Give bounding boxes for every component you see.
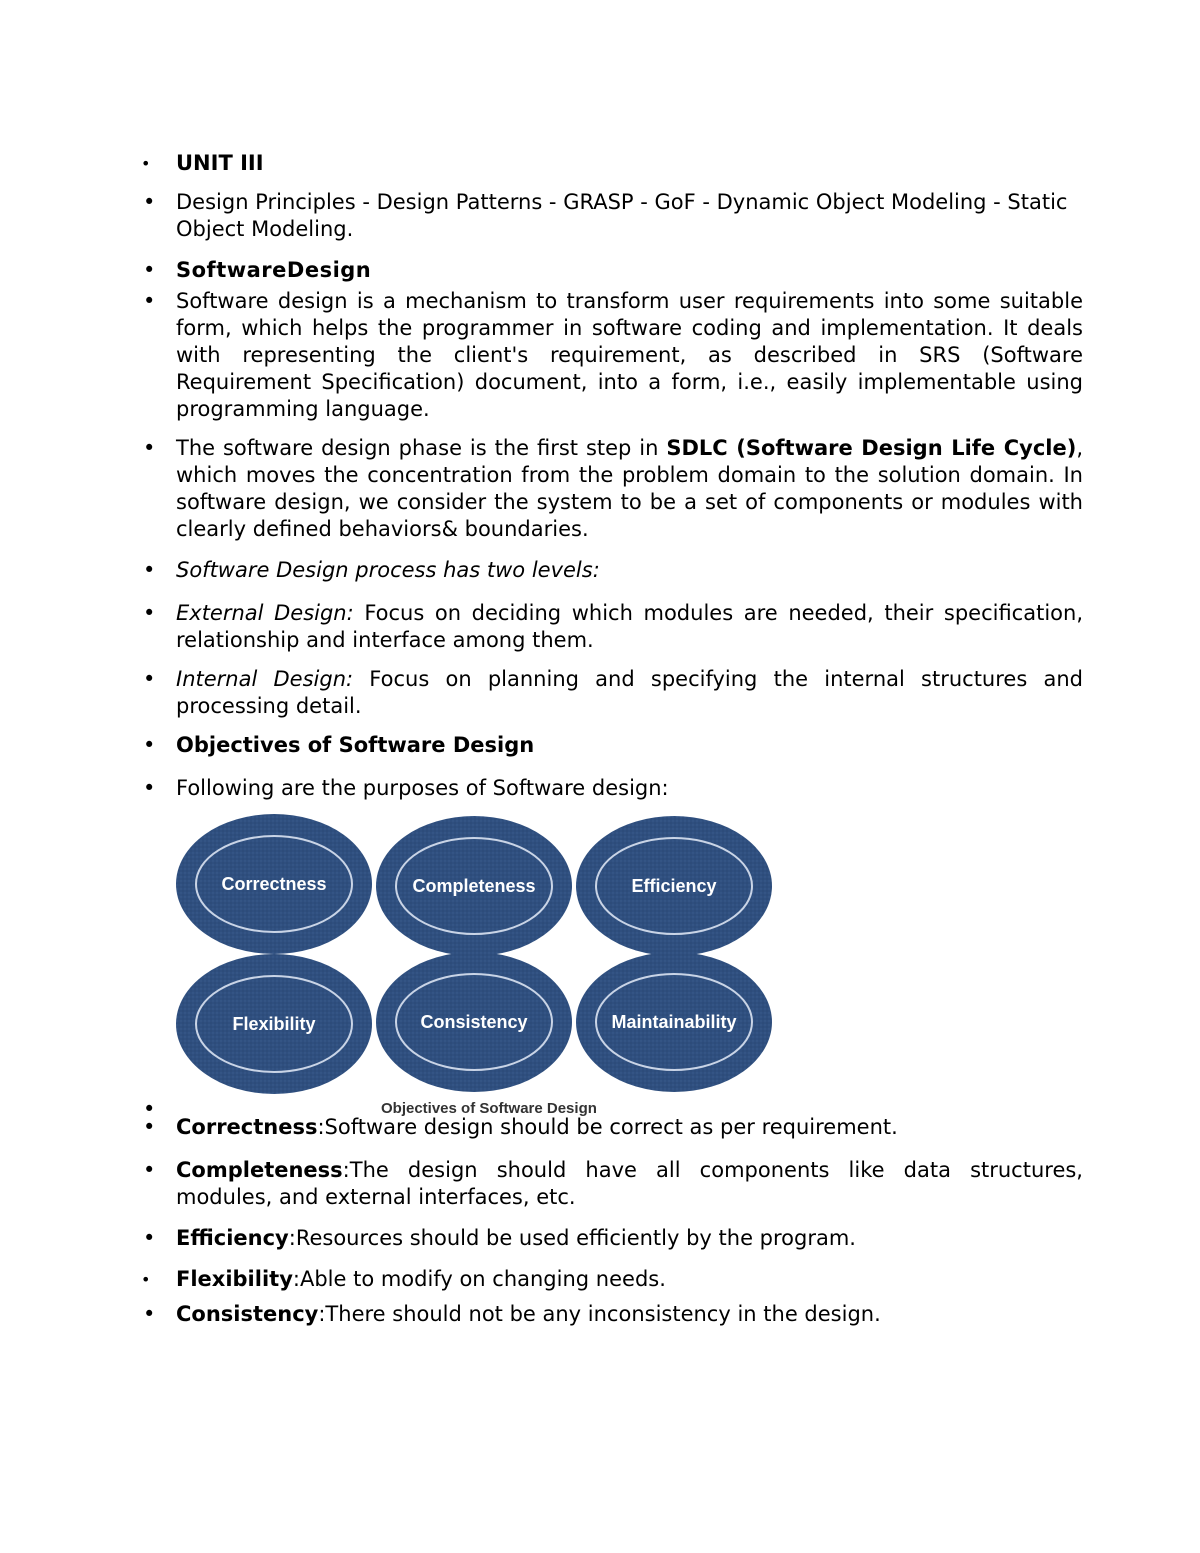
external-design-item xyxy=(143,600,1083,654)
design-phase-text-pre: The software design phase is the first step in xyxy=(176,436,667,460)
bullet: • xyxy=(141,1270,151,1289)
bullet: • xyxy=(143,436,156,460)
objectives-intro: Following are the purposes of Software design: xyxy=(176,776,669,800)
objective-completeness-item xyxy=(143,1157,1083,1211)
objective-text: :Able to modify on changing needs. xyxy=(292,1267,666,1291)
objectives-diagram xyxy=(176,812,811,1117)
sdlc-term: SDLC (Software Design Life Cycle) xyxy=(666,436,1077,460)
oval-label-completeness: Completeness xyxy=(412,876,536,896)
objective-term: Flexibility xyxy=(176,1267,293,1291)
topics-text: Design Principles - Design Patterns - GRASP - GoF - Dynamic Object Modeling - Static Object Modeling. xyxy=(176,190,1068,241)
bullet: • xyxy=(143,1115,156,1139)
oval-label-flexibility: Flexibility xyxy=(232,1014,316,1034)
objective-text: :Software design should be correct as per requirement. xyxy=(317,1115,898,1139)
document-content xyxy=(143,150,1083,1328)
bullet: • xyxy=(143,258,156,282)
internal-design-label: Internal Design: xyxy=(176,667,354,691)
objective-correctness-item xyxy=(143,1114,1083,1141)
bullet: • xyxy=(143,289,156,313)
oval-group xyxy=(176,814,772,1094)
objectives-heading-item xyxy=(143,732,1083,759)
software-design-heading-item xyxy=(143,257,1083,284)
bullet: • xyxy=(143,1158,156,1182)
oval-label-consistency: Consistency xyxy=(420,1012,528,1032)
internal-design-item xyxy=(143,666,1083,720)
oval-label-efficiency: Efficiency xyxy=(631,876,717,896)
bullet: • xyxy=(143,667,156,691)
software-design-definition: Software design is a mechanism to transform user requirements into some suitable form, which helps the programmer in software coding and implementation. It deals with representing the client's requirement, as described in SRS (Software Requirement Specification) document, into a form, i.e., easily implementable using programming language. xyxy=(176,289,1083,421)
oval-label-maintainability: Maintainability xyxy=(611,1012,737,1032)
levels-intro-item xyxy=(143,557,1083,584)
external-design-label: External Design: xyxy=(176,601,354,625)
bullet: • xyxy=(143,601,156,625)
internal-design-text: Focus on planning and specifying the internal structures and processing detail. xyxy=(176,667,1083,718)
bullet: • xyxy=(143,558,156,582)
objective-consistency-item xyxy=(143,1301,1083,1328)
oval-label-correctness: Correctness xyxy=(221,874,327,894)
software-design-definition-item xyxy=(143,288,1083,423)
objective-flexibility-item xyxy=(143,1266,1083,1293)
objective-term: Completeness xyxy=(176,1158,343,1182)
diagram-caption: Objectives of Software Design xyxy=(381,1100,597,1117)
bullet: • xyxy=(143,190,156,214)
objective-term: Correctness xyxy=(176,1115,318,1139)
objective-term: Efficiency xyxy=(176,1226,289,1250)
objective-text: :The design should have all components like data structures, modules, and external interfaces, etc. xyxy=(176,1158,1083,1209)
design-phase-item xyxy=(143,435,1083,543)
design-phase-text-post: , which moves the concentration from the problem domain to the solution domain. In software design, we consider the system to be a set of components or modules with clearly defined behaviors& boundaries. xyxy=(176,436,1083,541)
bullet: • xyxy=(143,1302,156,1326)
software-design-heading: SoftwareDesign xyxy=(176,258,372,282)
objectives-heading: Objectives of Software Design xyxy=(176,733,535,757)
bullet: • xyxy=(143,776,156,800)
objectives-intro-item xyxy=(143,775,1083,802)
unit-title-row xyxy=(143,150,1083,177)
unit-title: UNIT III xyxy=(176,151,264,175)
levels-intro: Software Design process has two levels: xyxy=(176,558,600,582)
topics-item xyxy=(143,189,1083,243)
external-design-text: Focus on deciding which modules are needed, their specification, relationship and interface among them. xyxy=(176,601,1083,652)
objectives-diagram-svg xyxy=(176,812,811,1102)
objective-text: :Resources should be used efficiently by the program. xyxy=(288,1226,856,1250)
bullet: • xyxy=(141,154,151,173)
bullet: • xyxy=(143,733,156,757)
objective-efficiency-item xyxy=(143,1225,1083,1252)
bullet: • xyxy=(143,1226,156,1250)
bullet: • xyxy=(143,1097,156,1121)
objective-text: :There should not be any inconsistency in the design. xyxy=(318,1302,881,1326)
objective-term: Consistency xyxy=(176,1302,319,1326)
